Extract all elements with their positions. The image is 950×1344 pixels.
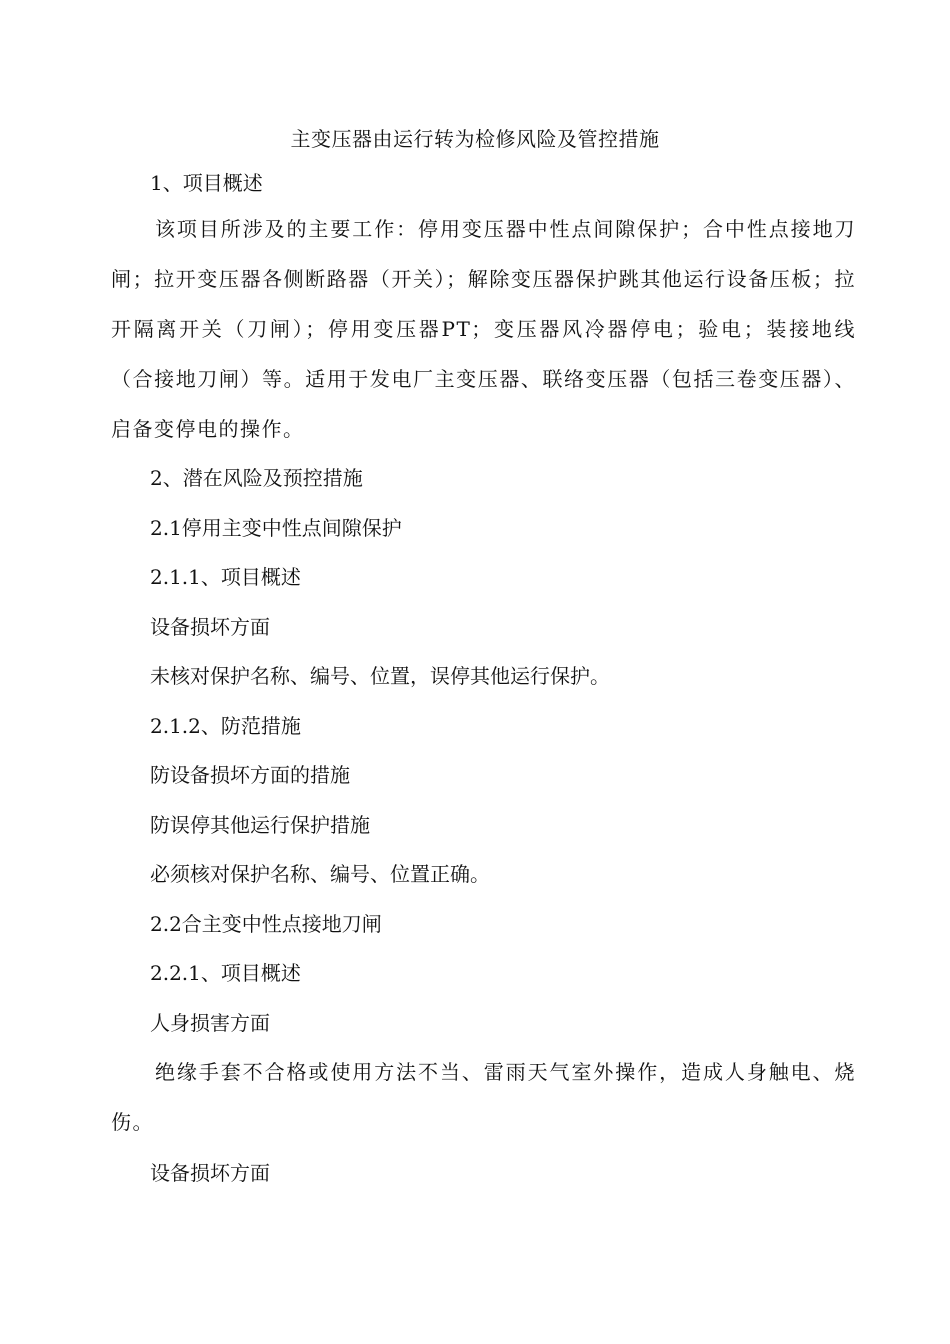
section-1-paragraph: 该项目所涉及的主要工作：停用变压器中性点间隙保护；合中性点接地刀闸；拉开变压器各侧断路器（开关）；解除变压器保护跳其他运行设备压板；拉开隔离开关（刀闸）；停用变压器PT；变压器风冷器停电；验电；装接地线（合接地刀闸）等。适用于发电厂主变压器、联络变压器（包括三卷变压器）、启备变停电的操作。 — [111, 217, 856, 441]
section-2-1-2-text: 必须核对保护名称、编号、位置正确。 — [150, 862, 490, 886]
section-2-1-1-text: 未核对保护名称、编号、位置，误停其他运行保护。 — [150, 664, 610, 688]
section-2-1-2-subheading-2: 防误停其他运行保护措施 — [150, 813, 370, 837]
section-2-2-1-paragraph: 绝缘手套不合格或使用方法不当、雷雨天气室外操作，造成人身触电、烧伤。 — [111, 1060, 856, 1134]
section-2-1-2-subheading-1: 防设备损坏方面的措施 — [150, 763, 350, 787]
section-2-heading: 2、潜在风险及预控措施 — [150, 466, 363, 490]
document-title: 主变压器由运行转为检修风险及管控措施 — [290, 127, 660, 151]
section-2-2-heading: 2.2合主变中性点接地刀闸 — [150, 912, 382, 936]
section-2-1-1-heading: 2.1.1、项目概述 — [150, 565, 301, 589]
section-1-heading: 1、项目概述 — [150, 171, 263, 195]
section-2-1-1-subheading: 设备损坏方面 — [150, 615, 270, 639]
section-2-2-1-subheading-2: 设备损坏方面 — [150, 1161, 270, 1185]
section-2-1-2-heading: 2.1.2、防范措施 — [150, 714, 301, 738]
section-2-2-1-subheading-1: 人身损害方面 — [150, 1011, 270, 1035]
section-2-2-1-heading: 2.2.1、项目概述 — [150, 961, 301, 985]
section-2-1-heading: 2.1停用主变中性点间隙保护 — [150, 516, 402, 540]
